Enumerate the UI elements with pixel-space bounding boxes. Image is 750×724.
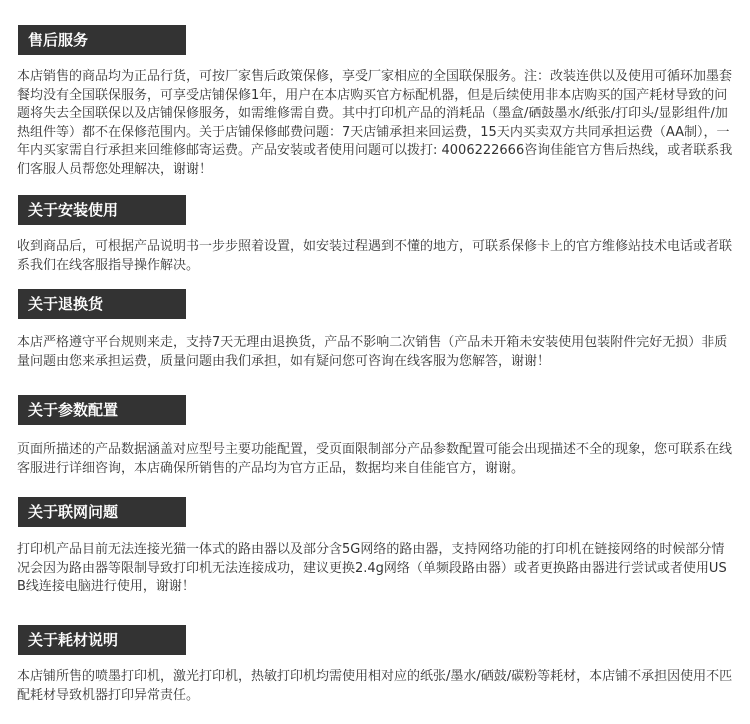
section-body: 收到商品后，可根据产品说明书一步步照着设置，如安装过程遇到不懂的地方，可联系保修卡上的官方维修站技术电话或者联系我们在线客服指导操作解决。: [17, 239, 733, 273]
section-body: 打印机产品目前无法连接光猫一体式的路由器以及部分含5G网络的路由器，支持网络功能的打印机在链接网络的时候部分情况会因为路由器等限制导致打印机无法连接成功，建议更换2.4g网络（单频段路由器）或者更换路由器进行尝试或者使用USB线连接电脑进行使用，谢谢！: [17, 542, 727, 595]
section-title: 关于参数配置: [18, 395, 186, 425]
section-title: 关于耗材说明: [18, 625, 186, 655]
section-title: 关于联网问题: [18, 497, 186, 527]
section-body: 页面所描述的产品数据涵盖对应型号主要功能配置，受页面限制部分产品参数配置可能会出现描述不全的现象，您可联系在线客服进行详细咨询，本店确保所销售的产品均为官方正品，数据均来自佳能官方，谢谢。: [17, 442, 733, 476]
section-body: 本店铺所售的喷墨打印机，激光打印机，热敏打印机均需使用相对应的纸张/墨水/硒鼓/碳粉等耗材，本店铺不承担因使用不匹配耗材导致机器打印异常责任。: [17, 669, 733, 703]
section-body: 本店销售的商品均为正品行货，可按厂家售后政策保修，享受厂家相应的全国联保服务。注：改装连供以及使用可循环加墨套餐均没有全国联保服务，可享受店铺保修1年，用户在本店购买官方标配机器，但是后续使用非本店购买的国产耗材导致的问题将失去全国联保以及店铺保修服务，如需维修需自费。其中打印机产品的消耗品（墨盒/硒鼓墨水/纸张/打印头/显影组件/加热组件等）都不在保修范围内。关于店铺保修邮费问题：7天店铺承担来回运费，15天内买卖双方共同承担运费（AA制），一年内买家需自行承担来回维修邮寄运费。产品安装或者使用问题可以拨打: 4006222666咨询佳能官方售后热线，或者联系我们客服人员帮您处理解决，谢谢！: [17, 69, 733, 177]
section-title: 售后服务: [18, 25, 186, 55]
section-title: 关于退换货: [18, 289, 186, 319]
section-body: 本店严格遵守平台规则来走，支持7天无理由退换货，产品不影响二次销售（产品未开箱未安装使用包装附件完好无损）非质量问题由您来承担运费，质量问题由我们承担，如有疑问您可咨询在线客服为您解答，谢谢！: [17, 335, 728, 369]
section-title: 关于安装使用: [18, 195, 186, 225]
